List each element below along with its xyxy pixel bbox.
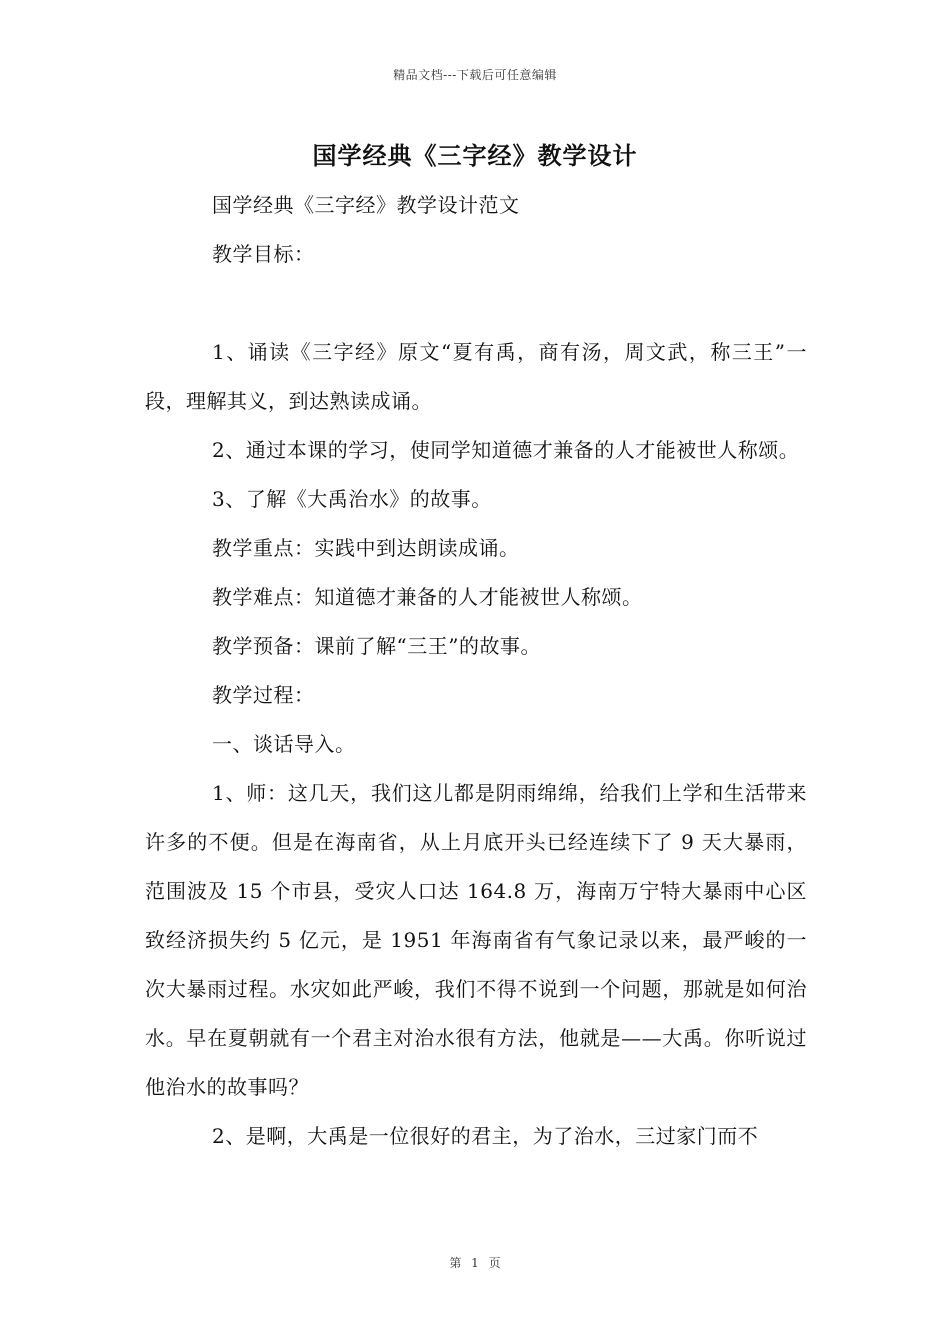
paragraph-objectives-heading: 教学目标： — [212, 242, 315, 266]
paragraph-key-point: 教学重点：实践中到达朗读成诵。 — [212, 536, 520, 560]
paragraph-objective-3: 3、了解《大禹治水》的故事。 — [212, 487, 492, 511]
paragraph-objective-2: 2、通过本课的学习，使同学知道德才兼备的人才能被世人称颂。 — [212, 438, 800, 462]
paragraph-subtitle: 国学经典《三字经》教学设计范文 — [212, 193, 520, 217]
paragraph-step-2: 2、是啊，大禹是一位很好的君主，为了治水，三过家门而不 — [212, 1124, 759, 1148]
header-note: 精品文档---下载后可任意编辑 — [393, 68, 557, 82]
paragraph-preparation: 教学预备：课前了解“三王”的故事。 — [212, 634, 541, 658]
paragraph-section-1-heading: 一、谈话导入。 — [212, 732, 356, 756]
paragraph-objective-1: 1、诵读《三字经》原文“夏有禹，商有汤，周文武，称三王”一段，理解其义，到达熟读成诵。 — [145, 340, 807, 413]
paragraph-process-heading: 教学过程： — [212, 683, 315, 707]
paragraph-difficulty: 教学难点：知道德才兼备的人才能被世人称颂。 — [212, 585, 643, 609]
page-footer — [0, 1254, 950, 1271]
footer-suffix: 页 — [488, 1256, 501, 1270]
page-number: 1 — [471, 1256, 479, 1270]
blank-line — [145, 279, 807, 328]
document-title: 国学经典《三字经》教学设计 — [312, 141, 638, 170]
document-body — [145, 181, 807, 1161]
footer-prefix: 第 — [449, 1256, 462, 1270]
paragraph-step-1: 1、师：这几天，我们这儿都是阴雨绵绵，给我们上学和生活带来许多的不便。但是在海南省，从上月底开头已经连续下了 9 天大暴雨，范围波及 15 个市县，受灾人口达 164.8 万，海南万宁特大暴雨中心区致经济损失约 5 亿元，是 1951 年海南省有气象记录以来，最严峻的一次大暴雨过程。水灾如此严峻，我们不得不说到一个问题，那就是如何治水。早在夏朝就有一个君主对治水很有方法，他就是——大禹。你听说过他治水的故事吗？ — [145, 781, 807, 1099]
